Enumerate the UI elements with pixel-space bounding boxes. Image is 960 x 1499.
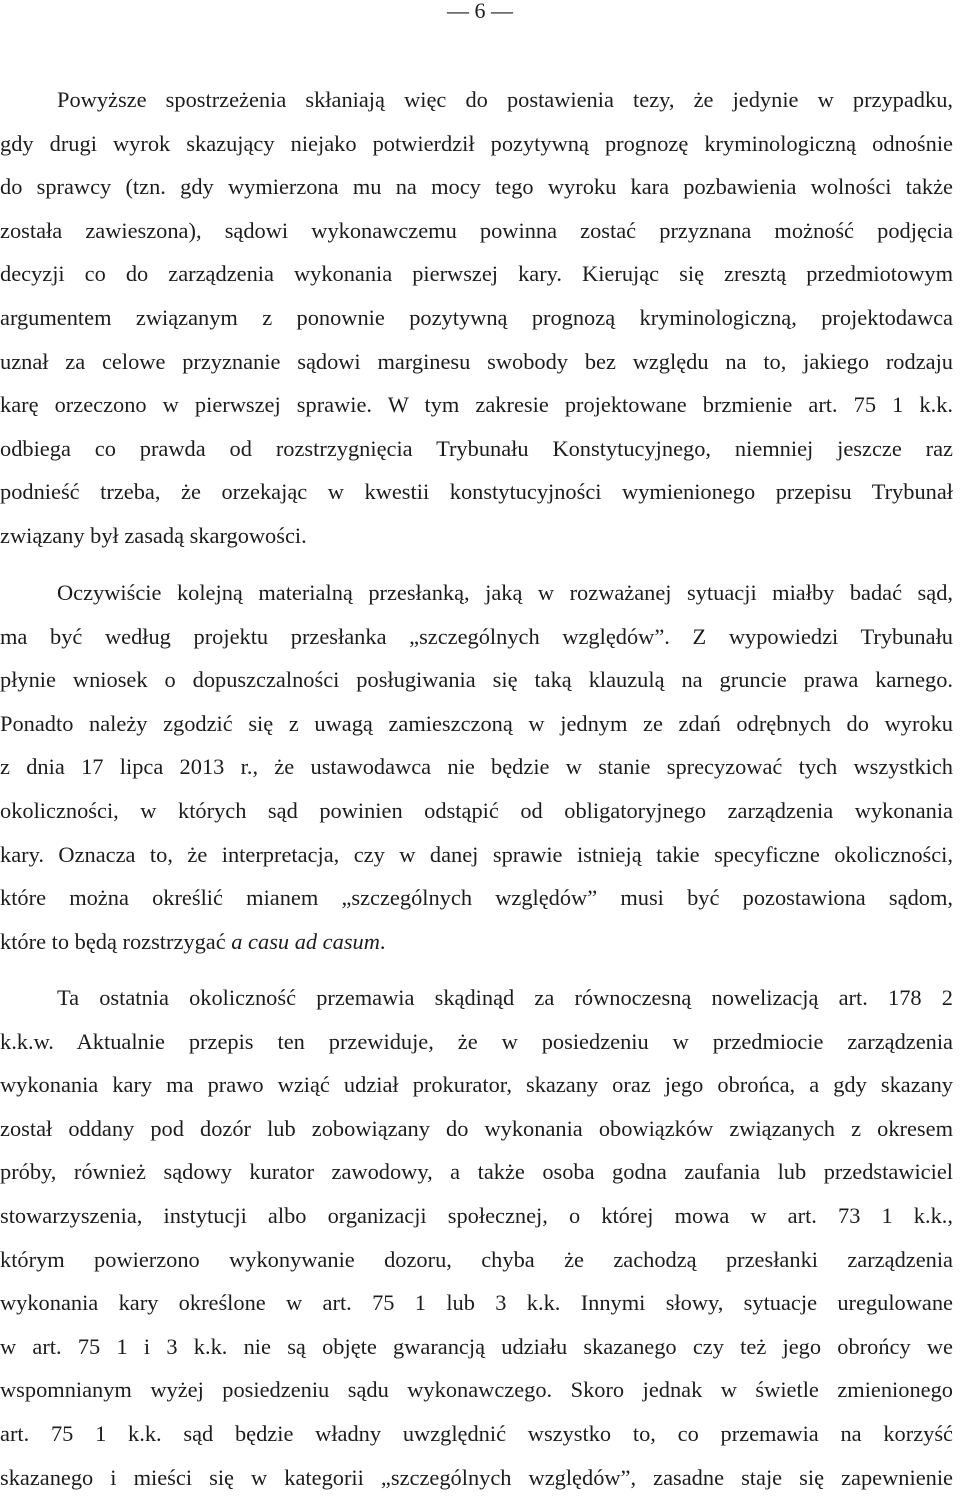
text-line: art. 75 1 k.k. sąd będzie władny uwzględnić wszystko to, co przemawia na korzyść <box>0 1420 953 1446</box>
text-line: związany był zasadą skargowości. <box>0 522 307 548</box>
text-line: wspomnianym wyżej posiedzeniu sądu wykonawczego. Skoro jednak w świetle zmienionego <box>0 1377 953 1403</box>
text-line: próby, również sądowy kurator zawodowy, a także osoba godna zaufania lub przedstawiciel <box>0 1159 953 1185</box>
text-line: wykonania kary określone w art. 75 1 lub 3 k.k. Innymi słowy, sytuacje uregulowane <box>0 1290 953 1316</box>
text-line: okoliczności, w których sąd powinien odstąpić od obligatoryjnego zarządzenia wykonania <box>0 797 953 823</box>
text-line: został oddany pod dozór lub zobowiązany do wykonania obowiązków związanych z okresem <box>0 1115 953 1141</box>
text-line: z dnia 17 lipca 2013 r., że ustawodawca nie będzie w stanie sprecyzować tych wszystkich <box>0 754 953 780</box>
text-line: została zawieszona), sądowi wykonawczemu powinna zostać przyznana możność podjęcia <box>0 217 953 243</box>
text-line: ma być według projektu przesłanka „szczególnych względów”. Z wypowiedzi Trybunału <box>0 623 953 649</box>
text-line: podnieść trzeba, że orzekając w kwestii konstytucyjności wymienionego przepisu Trybunał <box>0 479 953 505</box>
text-line: stowarzyszenia, instytucji albo organizacji społecznej, o której mowa w art. 73 1 k.k., <box>0 1202 953 1228</box>
text-line: argumentem związanym z ponownie pozytywną prognozą kryminologiczną, projektodawca <box>0 304 953 330</box>
paragraph-1 <box>0 78 953 558</box>
text-line: odbiega co prawda od rozstrzygnięcia Trybunału Konstytucyjnego, niemniej jeszcze raz <box>0 435 953 461</box>
text-line: wykonania kary ma prawo wziąć udział prokurator, skazany oraz jego obrońca, a gdy skazany <box>0 1072 953 1098</box>
text-line: kary. Oznacza to, że interpretacja, czy w danej sprawie istnieją takie specyficzne okoliczności, <box>0 841 953 867</box>
text-line: Ponadto należy zgodzić się z uwagą zamieszczoną w jednym ze zdań odrębnych do wyroku <box>0 710 953 736</box>
text-line: k.k.w. Aktualnie przepis ten przewiduje, że w posiedzeniu w przedmiocie zarządzenia <box>0 1028 953 1054</box>
text-line: karę orzeczono w pierwszej sprawie. W tym zakresie projektowane brzmienie art. 75 1 k.k. <box>0 392 953 418</box>
page-number: — 6 — <box>447 0 513 23</box>
text-line: uznał za celowe przyznanie sądowi marginesu swobody bez względu na to, jakiego rodzaju <box>0 348 953 374</box>
text-line: decyzji co do zarządzenia wykonania pierwszej kary. Kierując się zresztą przedmiotowym <box>0 261 953 287</box>
italic-phrase: a casu ad casum <box>231 928 380 954</box>
text-run: . <box>379 928 386 954</box>
text-line: płynie wniosek o dopuszczalności posługiwania się taką klauzulą na gruncie prawa karnego. <box>0 667 953 693</box>
text-line: gdy drugi wyrok skazujący niejako potwierdził pozytywną prognozę kryminologiczną odnośnie <box>0 130 953 156</box>
text-run: które to będą rozstrzygać <box>0 928 232 954</box>
text-line: do sprawcy (tzn. gdy wymierzona mu na mocy tego wyroku kara pozbawienia wolności także <box>0 174 953 200</box>
text-line: którym powierzono wykonywanie dozoru, chyba że zachodzą przesłanki zarządzenia <box>0 1246 953 1272</box>
text-line: Ta ostatnia okoliczność przemawia skądinąd za równoczesną nowelizacją art. 178 2 <box>57 985 953 1010</box>
paragraph-2 <box>0 571 953 963</box>
paragraph-3 <box>0 976 953 1499</box>
text-line: skazanego i mieści się w kategorii „szczególnych względów”, zasadne staje się zapewnienie <box>0 1464 953 1490</box>
text-line: Oczywiście kolejną materialną przesłanką, jaką w rozważanej sytuacji miałby badać sąd, <box>57 580 953 605</box>
text-line: które można określić mianem „szczególnych względów” musi być pozostawiona sądom, <box>0 885 953 911</box>
text-line: Powyższe spostrzeżenia skłaniają więc do postawienia tezy, że jedynie w przypadku, <box>57 87 953 112</box>
text-line <box>0 920 953 964</box>
text-line: w art. 75 1 i 3 k.k. nie są objęte gwarancją udziału skazanego czy też jego obrońcy we <box>0 1333 953 1359</box>
